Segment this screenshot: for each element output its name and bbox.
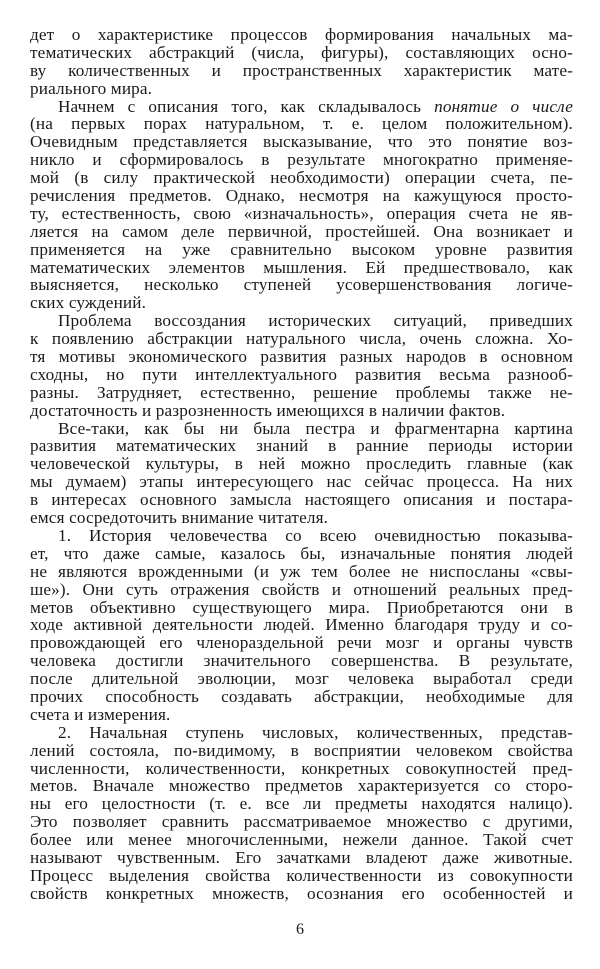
text-line: называют чувственным. Его зачатками владеют даже животные. xyxy=(30,847,573,867)
text-segment: Начнем с описания того, как складывалось xyxy=(58,96,435,116)
text-line: счета и измерения. xyxy=(30,704,171,724)
text-line: Все-таки, как бы ни была пестра и фрагментарна картина xyxy=(58,418,573,438)
text-line: ет, что даже самые, казалось бы, изначальные понятия людей xyxy=(30,543,573,563)
text-line: сходны, но пути интеллектуального развития весьма разнооб- xyxy=(30,364,573,384)
text-line: мой (в силу практической необходимости) операции счета, пе- xyxy=(30,168,573,188)
text-line: ту, естественность, свою «изначальность», операция счета не яв- xyxy=(30,203,573,223)
text-line: провождающей его членораздельной речи мозг и органы чувств xyxy=(30,633,573,653)
text-line: численности, количественности, конкретных совокупностей пред- xyxy=(30,758,573,778)
text-line: прочих способность создавать абстракции, необходимые для xyxy=(30,686,573,706)
text-line: тематических абстракций (числа, фигуры), составляющих осно- xyxy=(30,42,573,62)
italic-term: понятие о числе xyxy=(434,96,573,116)
text-line: ских суждений. xyxy=(30,293,147,313)
text-line: свойств конкретных множеств, осознания его особенностей и xyxy=(30,883,573,903)
text-line: риального мира. xyxy=(30,78,153,98)
text-line: развития математических знаний в ранние периоды истории xyxy=(30,436,573,456)
text-line: метов. Вначале множество предметов характеризуется со сторо- xyxy=(30,776,573,796)
text-line: Проблема воссоздания исторических ситуаций, приведших xyxy=(58,311,573,331)
text-line xyxy=(30,98,573,116)
text-line: человеческой культуры, в ней можно проследить главные (как xyxy=(30,454,573,474)
paragraph xyxy=(30,420,573,527)
book-page-text xyxy=(30,26,573,903)
text-line: в интересах основного замысла настоящего описания и постара- xyxy=(30,490,573,510)
text-line: метов объективно существующего мира. Приобретаются они в xyxy=(30,597,573,617)
text-line: разны. Затрудняет, естественно, решение проблемы также не- xyxy=(30,382,573,402)
text-line: не являются врожденными (и уж тем более не ниспосланы «свы- xyxy=(30,561,573,581)
text-line: ходе активной деятельности людей. Именно благодаря труду и со- xyxy=(30,615,573,635)
text-line: более или менее многочисленными, нежели данное. Такой счет xyxy=(30,830,573,850)
text-line: достаточность и разрозненность имеющихся в наличии фактов. xyxy=(30,400,506,420)
text-line: Процесс выделения свойства количественности из совокупности xyxy=(30,865,573,885)
text-line: 2. Начальная ступень числовых, количественных, представ- xyxy=(58,722,573,742)
text-line: после длительной эволюции, мозг человека выработал среди xyxy=(30,669,573,689)
text-line: к появлению абстракции натурального числа, очень сложна. Хо- xyxy=(30,329,573,349)
text-line: емся сосредоточить внимание читателя. xyxy=(30,508,329,528)
text-line: лений состояла, по-видимому, в восприятии человеком свойства xyxy=(30,740,573,760)
text-line: речисления предметов. Однако, несмотря на кажущуюся просто- xyxy=(30,186,573,206)
text-line: применяется на уже сравнительно высоком уровне развития xyxy=(30,239,573,259)
page-number: 6 xyxy=(296,921,304,938)
text-line: ляется на самом деле первичной, простейшей. Она возникает и xyxy=(30,221,573,241)
paragraph xyxy=(30,312,573,419)
paragraph xyxy=(30,26,573,98)
text-line: ву количественных и пространственных характеристик мате- xyxy=(30,60,573,80)
text-line: мы думаем) этапы интересующего нас сейчас процесса. На них xyxy=(30,472,573,492)
text-line: ше»). Они суть отражения свойств и отношений реальных пред- xyxy=(30,579,573,599)
paragraph xyxy=(30,724,573,903)
text-line: 1. История человечества со всею очевидностью показыва- xyxy=(58,525,573,545)
paragraph xyxy=(30,527,573,724)
text-line: Это позволяет сравнить рассматриваемое множество с другими, xyxy=(30,812,573,832)
text-line: (на первых порах натуральном, т. е. целом положительном). xyxy=(30,114,573,134)
text-line: Очевидным представляется высказывание, что это понятие воз- xyxy=(30,132,573,152)
text-line: тя мотивы экономического развития разных народов в основном xyxy=(30,347,573,367)
text-line: математических элементов мышления. Ей предшествовало, как xyxy=(30,257,573,277)
paragraph xyxy=(30,98,573,313)
text-line: человека достигли значительного совершенства. В результате, xyxy=(30,651,573,671)
text-line: ны его целостности (т. е. все ли предметы находятся налицо). xyxy=(30,794,573,814)
text-line: никло и сформировалось в результате многократно применяе- xyxy=(30,150,573,170)
text-line: выясняется, несколько ступеней усовершенствования логиче- xyxy=(30,275,573,295)
text-line: дет о характеристике процессов формирования начальных ма- xyxy=(30,25,573,44)
